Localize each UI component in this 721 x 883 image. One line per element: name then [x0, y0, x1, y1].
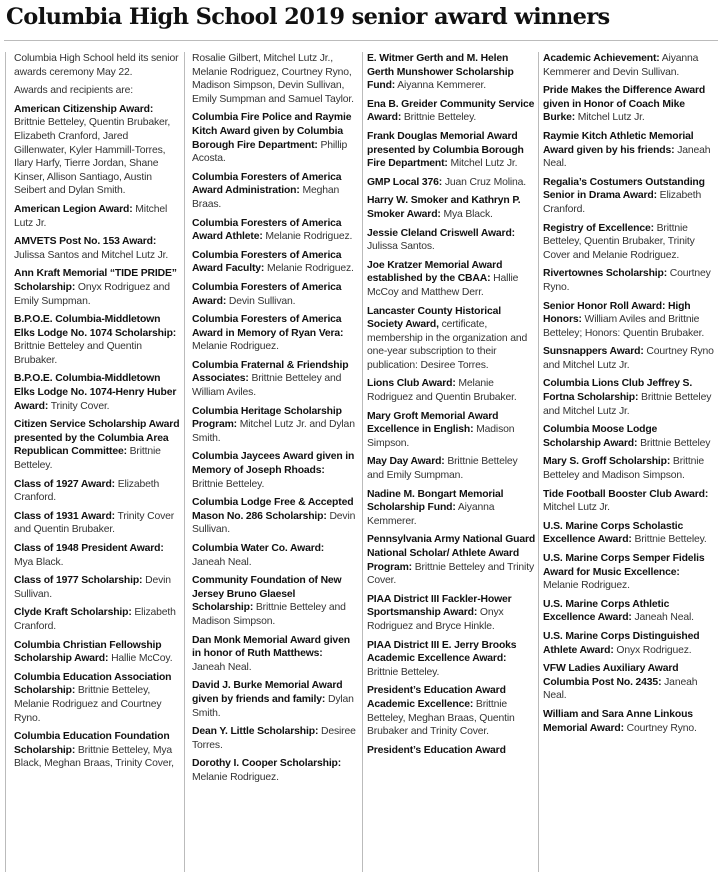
award-recipients: Brittnie Betteley: [640, 437, 711, 449]
award-name: Pennsylvania Army National Guard National Scholar/ Athlete Award Program:: [367, 534, 536, 573]
award-name: Columbia Education Foundation Scholarship:: [14, 731, 170, 756]
award-entry: [543, 176, 715, 217]
award-name: Sunsnappers Award:: [543, 346, 644, 358]
award-recipients: Brittnie Betteley.: [403, 112, 477, 124]
award-entry: [192, 359, 358, 400]
award-entry: [367, 194, 537, 221]
award-name: Academic Achievement:: [543, 53, 660, 64]
award-recipients: Meghan Braas.: [192, 185, 340, 210]
award-entry: [14, 574, 180, 601]
award-name: Columbia Foresters of America Award:: [192, 281, 342, 307]
award-entry: [543, 377, 715, 418]
award-name: Tide Football Booster Club Award:: [543, 488, 709, 500]
award-name: Mary S. Groff Scholarship:: [543, 456, 671, 468]
award-recipients: Mya Black.: [443, 208, 493, 220]
award-entry: [192, 757, 358, 784]
award-entry: [192, 313, 358, 354]
award-entry: [543, 488, 715, 515]
award-recipients: Onyx Rodriguez.: [616, 644, 692, 656]
award-recipients: Janeah Neal.: [634, 612, 694, 624]
award-name: U.S. Marine Corps Athletic Excellence Award:: [543, 598, 670, 624]
award-name: Dan Monk Memorial Award given in honor of Ruth Matthews:: [192, 634, 350, 660]
award-recipients: Brittnie Betteley and William Aviles.: [192, 373, 342, 399]
award-recipients: Courtney Ryno.: [543, 268, 711, 293]
award-entry: [192, 249, 358, 276]
award-name: Columbia Jaycees Award given in Memory of Joseph Rhoads:: [192, 451, 355, 477]
award-recipients: Aiyanna Kemmerer.: [397, 80, 486, 92]
body-text: Columbia High School held its senior awards ceremony May 22.: [14, 53, 179, 78]
body-text: Awards and recipients are:: [14, 85, 133, 97]
award-name: David J. Burke Memorial Award given by friends and family:: [192, 680, 343, 705]
award-recipients: Melanie Rodriguez.: [543, 580, 630, 592]
award-name: American Legion Award:: [14, 203, 133, 215]
award-entry: [14, 372, 180, 413]
award-name: Columbia Heritage Scholarship Program:: [192, 405, 342, 431]
award-recipients: Janeah Neal.: [192, 661, 252, 673]
award-recipients: Brittnie Betteley.: [367, 666, 440, 678]
award-recipients: Madison Simpson.: [367, 424, 515, 449]
award-entry: [192, 281, 358, 308]
award-entry: [14, 418, 180, 472]
award-name: B.P.O.E. Columbia-Middletown Elks Lodge No. 1074 Scholarship:: [14, 314, 177, 339]
award-name: Senior Honor Roll Award: High Honors:: [543, 300, 691, 326]
award-name: Class of 1927 Award:: [14, 478, 115, 490]
award-recipients: Courtney Ryno.: [626, 722, 697, 734]
award-recipients: Brittnie Betteley and Quentin Brubaker.: [14, 341, 142, 366]
column-divider: [362, 52, 363, 872]
award-name: U.S. Marine Corps Distinguished Athlete Award:: [543, 630, 700, 656]
award-entry: [367, 533, 537, 587]
award-name: President’s Education Award: [367, 744, 506, 756]
award-entry: [14, 510, 180, 537]
award-entry: [543, 520, 715, 547]
award-name: Columbia Foresters of America Award Athlete:: [192, 217, 342, 243]
award-entry: [543, 423, 715, 450]
award-entry: [543, 630, 715, 657]
award-entry: [543, 552, 715, 593]
award-recipients: Janeah Neal.: [192, 556, 252, 568]
award-entry: [543, 662, 715, 703]
award-name: Joe Kratzer Memorial Award established by the CBAA:: [367, 259, 503, 285]
award-entry: [192, 679, 358, 720]
column-divider: [5, 52, 6, 872]
award-entry: [367, 684, 537, 738]
award-recipients: Brittnie Betteley.: [634, 534, 707, 546]
award-name: Lancaster County Historical Society Award,: [367, 305, 501, 331]
award-name: Frank Douglas Memorial Award presented by Columbia Borough Fire Department:: [367, 130, 524, 170]
award-name: PIAA District III E. Jerry Brooks Academic Excellence Award:: [367, 639, 517, 665]
award-name: U.S. Marine Corps Semper Fidelis Award for Music Excellence:: [543, 553, 705, 578]
paragraph: [14, 52, 180, 79]
award-entry: [367, 130, 537, 171]
award-entry: [192, 634, 358, 675]
column-1: [14, 52, 180, 776]
award-recipients: Onyx Rodriguez and Emily Sumpman.: [14, 281, 170, 307]
award-recipients: Melanie Rodriguez.: [192, 771, 279, 783]
award-recipients: certificate, membership in the organization and one-year subscription to their publication: Desiree Torres.: [367, 319, 528, 371]
award-entry: [192, 574, 358, 628]
award-name: Ena B. Greider Community Service Award:: [367, 98, 535, 124]
award-entry: [543, 455, 715, 482]
award-recipients: Julissa Santos and Mitchel Lutz Jr.: [14, 249, 169, 261]
award-recipients: Devin Sullivan.: [192, 510, 356, 536]
award-recipients: Trinity Cover and Quentin Brubaker.: [14, 510, 175, 536]
award-recipients: Devin Sullivan.: [14, 575, 171, 600]
award-name: Jessie Cleland Criswell Award:: [367, 227, 515, 239]
award-name: E. Witmer Gerth and M. Helen Gerth Munshower Scholarship Fund:: [367, 53, 514, 92]
award-name: Columbia Moose Lodge Scholarship Award:: [543, 424, 658, 449]
award-name: Class of 1977 Scholarship:: [14, 575, 143, 587]
headline-rule: [4, 40, 718, 41]
award-name: Nadine M. Bongart Memorial Scholarship Fund:: [367, 488, 504, 514]
award-name: Columbia Education Association Scholarship:: [14, 671, 172, 697]
award-recipients: Brittnie Betteley.: [192, 478, 265, 490]
award-entry: [367, 455, 537, 482]
award-name: Columbia Fire Police and Raymie Kitch Award given by Columbia Borough Fire Department:: [192, 112, 352, 151]
award-recipients: Onyx Rodriguez and Bryce Hinkle.: [367, 607, 504, 632]
award-name: Pride Makes the Difference Award given in Honor of Coach Mike Burke:: [543, 85, 706, 124]
column-2: [192, 52, 358, 790]
column-divider: [184, 52, 185, 872]
award-recipients: Aiyanna Kemmerer and Devin Sullivan.: [543, 53, 699, 78]
award-entry: [543, 708, 715, 735]
award-recipients: Elizabeth Cranford.: [14, 478, 160, 504]
award-recipients: Mitchel Lutz Jr.: [577, 112, 645, 124]
award-entry: [367, 176, 537, 190]
award-name: B.P.O.E. Columbia-Middletown Elks Lodge No. 1074-Henry Huber Award:: [14, 373, 177, 412]
award-recipients: Dylan Smith.: [192, 693, 354, 719]
award-name: Citizen Service Scholarship Award presented by the Columbia Area Republican Committee:: [14, 419, 180, 458]
award-entry: [14, 267, 180, 308]
award-recipients: Mya Black.: [14, 556, 64, 568]
award-name: Columbia Christian Fellowship Scholarship Award:: [14, 639, 162, 665]
award-recipients: Mitchel Lutz Jr.: [450, 158, 518, 170]
award-recipients: Devin Sullivan.: [228, 295, 296, 307]
award-name: President’s Education Award Academic Excellence:: [367, 685, 506, 710]
award-recipients: Juan Cruz Molina.: [444, 176, 527, 188]
award-entry: [367, 488, 537, 529]
award-recipients: Melanie Rodriguez.: [265, 231, 353, 243]
award-name: Lions Club Award:: [367, 378, 456, 390]
award-name: Columbia Foresters of America Award Faculty:: [192, 249, 342, 275]
award-recipients: Melanie Rodriguez.: [192, 341, 279, 353]
award-entry: [543, 130, 715, 171]
award-recipients: Brittnie Betteley, Melanie Rodriguez and Courtney Ryno.: [14, 685, 162, 724]
award-name: Columbia Foresters of America Award Administration:: [192, 171, 342, 197]
award-name: Regalia’s Costumers Outstanding Senior in Drama Award:: [543, 176, 705, 202]
award-name: Raymie Kitch Athletic Memorial Award given by his friends:: [543, 130, 694, 156]
award-entry: [367, 259, 537, 300]
award-name: Columbia Lodge Free & Accepted Mason No. 286 Scholarship:: [192, 497, 354, 522]
paragraph: [14, 84, 180, 98]
award-entry: [14, 606, 180, 633]
award-entry: [367, 305, 537, 373]
award-recipients: Brittnie Betteley, Quentin Brubaker, Elizabeth Cranford, Jared Gillenwater, Kyler Hammill-Torres, Ilary Harfy, Tierre Jordan, Shane Kinser, Allison Santiago, Austin Seibert and Dylan Smith.: [14, 117, 171, 197]
award-name: VFW Ladies Auxiliary Award Columbia Post No. 2435:: [543, 663, 679, 688]
award-name: GMP Local 376:: [367, 176, 443, 188]
award-entry: [543, 345, 715, 372]
award-recipients: Mitchel Lutz Jr.: [14, 203, 168, 229]
award-name: Community Foundation of New Jersey Bruno Glaesel Scholarship:: [192, 575, 342, 614]
column-4: [543, 52, 715, 740]
award-recipients: Elizabeth Cranford.: [14, 607, 176, 632]
award-recipients: Desiree Torres.: [192, 726, 356, 751]
headline: Columbia High School 2019 senior award winners: [6, 4, 610, 30]
award-entry: [14, 103, 180, 198]
award-entry: [192, 171, 358, 212]
award-name: William and Sara Anne Linkous Memorial Award:: [543, 708, 693, 734]
award-entry: [14, 203, 180, 230]
award-recipients: Phillip Acosta.: [192, 139, 348, 165]
award-recipients: Janeah Neal.: [543, 144, 711, 170]
award-entry: [367, 227, 537, 254]
award-entry: [367, 98, 537, 125]
award-entry: [543, 300, 715, 341]
award-recipients: Hallie McCoy and Matthew Derr.: [367, 273, 519, 298]
award-recipients: Mitchel Lutz Jr. and Dylan Smith.: [192, 419, 355, 444]
award-name: AMVETS Post No. 153 Award:: [14, 236, 157, 248]
award-recipients: Hallie McCoy.: [111, 653, 173, 665]
award-recipients: Brittnie Betteley, Mya Black, Meghan Braas, Trinity Cover,: [14, 744, 174, 770]
award-recipients: Aiyanna Kemmerer.: [367, 502, 495, 527]
award-entry: [192, 217, 358, 244]
award-name: American Citizenship Award:: [14, 103, 154, 115]
award-entry: [14, 313, 180, 367]
award-recipients: Trinity Cover.: [50, 400, 110, 412]
award-entry: [192, 111, 358, 165]
award-name: Class of 1931 Award:: [14, 510, 115, 522]
award-entry: [14, 235, 180, 262]
award-name: Dean Y. Little Scholarship:: [192, 726, 319, 738]
award-recipients: Brittnie Betteley, Meghan Braas, Quentin Brubaker and Trinity Cover.: [367, 698, 515, 738]
award-entry: [367, 639, 537, 680]
column-3: [367, 52, 537, 762]
award-entry: [367, 744, 537, 758]
award-recipients: Elizabeth Cranford.: [543, 190, 702, 215]
award-entry: [543, 598, 715, 625]
award-entry: [14, 639, 180, 666]
award-recipients: Brittnie Betteley and Mitchel Lutz Jr.: [543, 392, 712, 417]
paragraph: [192, 52, 358, 106]
award-recipients: Courtney Ryno and Mitchel Lutz Jr.: [543, 346, 714, 371]
award-recipients: William Aviles and Brittnie Betteley; Honors: Quentin Brubaker.: [543, 314, 705, 339]
award-entry: [14, 671, 180, 725]
award-name: Rivertownes Scholarship:: [543, 268, 668, 280]
award-name: Harry W. Smoker and Kathryn P. Smoker Award:: [367, 195, 521, 220]
award-name: Columbia Foresters of America Award in Memory of Ryan Vera:: [192, 314, 344, 339]
award-recipients: Brittnie Betteley.: [14, 446, 161, 472]
award-recipients: Brittnie Betteley and Emily Sumpman.: [367, 456, 518, 482]
award-entry: [14, 542, 180, 569]
award-name: PIAA District III Fackler-Hower Sportsmanship Award:: [367, 593, 512, 619]
award-recipients: Brittnie Betteley and Trinity Cover.: [367, 561, 534, 587]
award-recipients: Mitchel Lutz Jr.: [543, 502, 610, 514]
award-entry: [14, 478, 180, 505]
award-name: Class of 1948 President Award:: [14, 543, 164, 554]
award-entry: [14, 730, 180, 771]
award-entry: [543, 267, 715, 294]
award-entry: [543, 84, 715, 125]
award-name: Ann Kraft Memorial “TIDE PRIDE” Scholarship:: [14, 268, 177, 293]
award-entry: [192, 725, 358, 752]
award-name: U.S. Marine Corps Scholastic Excellence Award:: [543, 520, 684, 546]
column-divider: [538, 52, 539, 872]
award-entry: [367, 52, 537, 93]
award-recipients: Melanie Rodriguez.: [266, 263, 354, 275]
award-name: Mary Groft Memorial Award Excellence in English:: [367, 410, 499, 436]
award-name: Dorothy I. Cooper Scholarship:: [192, 758, 342, 770]
body-text: Rosalie Gilbert, Mitchel Lutz Jr., Melanie Rodriguez, Courtney Ryno, Madison Simpson, Devin Sullivan, Emily Sumpman and Samuel Taylor.: [192, 53, 354, 105]
award-entry: [192, 496, 358, 537]
award-entry: [543, 222, 715, 263]
award-recipients: Brittnie Betteley and Madison Simpson.: [543, 456, 705, 482]
award-name: Columbia Lions Club Jeffrey S. Fortna Scholarship:: [543, 378, 693, 404]
award-entry: [192, 542, 358, 569]
award-entry: [367, 593, 537, 634]
award-name: Columbia Fraternal & Friendship Associates:: [192, 359, 349, 385]
award-entry: [543, 52, 715, 79]
award-entry: [192, 405, 358, 446]
award-entry: [367, 410, 537, 451]
award-recipients: Brittnie Betteley, Quentin Brubaker, Trinity Cover and Melanie Rodriguez.: [543, 222, 695, 261]
award-entry: [192, 450, 358, 491]
award-name: Registry of Excellence:: [543, 222, 654, 234]
award-recipients: Brittnie Betteley and Madison Simpson.: [192, 602, 346, 627]
award-recipients: Janeah Neal.: [543, 676, 698, 702]
award-name: May Day Award:: [367, 456, 445, 468]
award-name: Columbia Water Co. Award:: [192, 543, 325, 554]
award-recipients: Julissa Santos.: [367, 241, 435, 253]
award-name: Clyde Kraft Scholarship:: [14, 607, 132, 619]
award-entry: [367, 377, 537, 404]
award-recipients: Melanie Rodriguez and Quentin Brubaker.: [367, 378, 517, 404]
